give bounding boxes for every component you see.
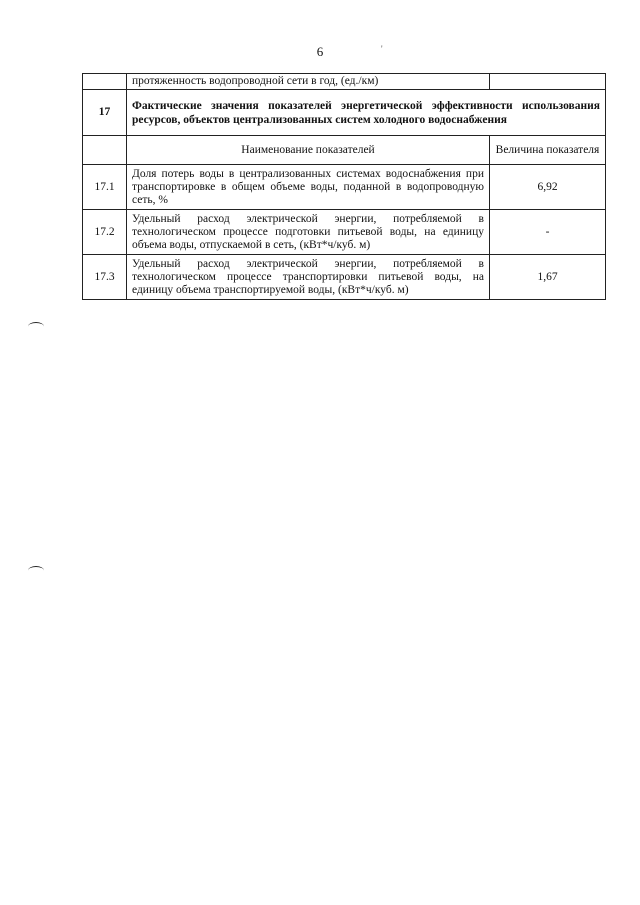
row-value: - — [490, 210, 606, 255]
table-row — [83, 165, 606, 210]
continuation-row — [83, 74, 606, 90]
row-number: 17.2 — [83, 210, 127, 255]
scan-speck: ' — [381, 44, 383, 54]
section-number: 17 — [83, 90, 127, 136]
continuation-value-cell — [490, 74, 606, 90]
section-row — [83, 90, 606, 136]
table-row — [83, 210, 606, 255]
row-value: 6,92 — [490, 165, 606, 210]
indicators-table — [82, 73, 606, 300]
continuation-number-cell — [83, 74, 127, 90]
page-number: 6 — [316, 44, 324, 59]
row-name: Доля потерь воды в централизованных системах водоснабжения при транспортировке в общем объеме воды, поданной в водопроводную сеть, % — [127, 165, 490, 210]
row-name: Удельный расход электрической энергии, потребляемой в технологическом процессе транспортировки питьевой воды, на единицу объема транспортируемой воды, (кВт*ч/куб. м) — [127, 255, 490, 300]
header-number-cell — [83, 136, 127, 165]
continuation-text: протяженность водопроводной сети в год, (ед./км) — [127, 74, 490, 90]
header-row — [83, 136, 606, 165]
punch-hole-mark — [28, 566, 44, 575]
row-value: 1,67 — [490, 255, 606, 300]
row-number: 17.3 — [83, 255, 127, 300]
table-row — [83, 255, 606, 300]
row-number: 17.1 — [83, 165, 127, 210]
header-value: Величина показателя — [490, 136, 606, 165]
row-name: Удельный расход электрической энергии, потребляемой в технологическом процессе подготовки питьевой воды, на единицу объема воды, отпускаемой в сеть, (кВт*ч/куб. м) — [127, 210, 490, 255]
section-title: Фактические значения показателей энергетической эффективности использования ресурсов, объектов централизованных систем холодного водоснабжения — [127, 90, 606, 136]
header-name: Наименование показателей — [127, 136, 490, 165]
punch-hole-mark — [28, 322, 44, 331]
